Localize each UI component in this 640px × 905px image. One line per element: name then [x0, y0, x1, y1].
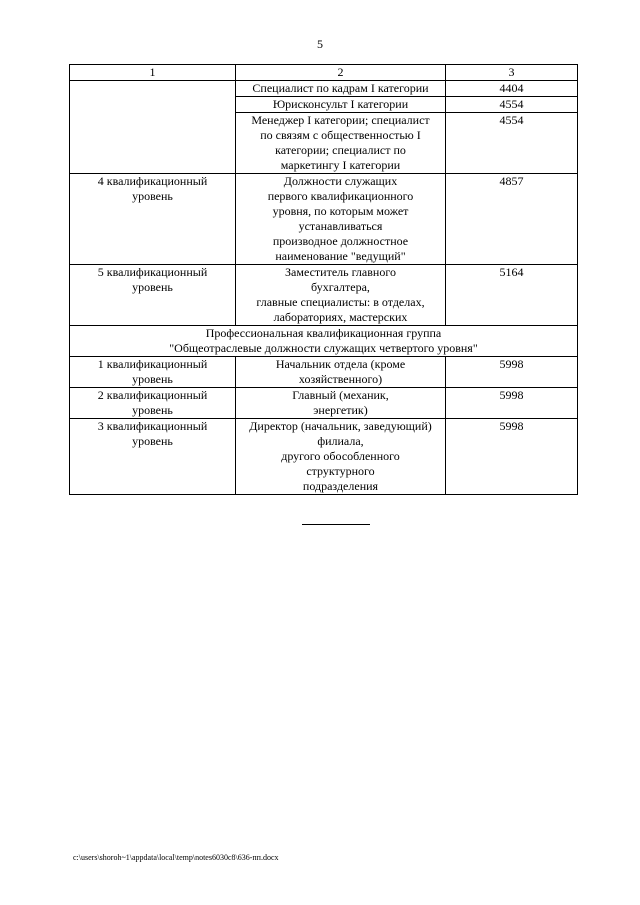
level-cell	[70, 419, 236, 495]
page-number: 5	[317, 37, 323, 51]
table-row	[70, 388, 578, 419]
salary-cell: 5164	[446, 265, 578, 326]
group-header-line: Профессиональная квалификационная группа	[205, 326, 442, 340]
position-line: бухгалтера,	[311, 280, 370, 294]
table-row	[70, 174, 578, 265]
position-line: другого обособленного	[281, 449, 400, 463]
position-line: первого квалификационного	[267, 189, 414, 203]
position-cell	[236, 174, 446, 265]
position-line: маркетингу I категории	[280, 158, 401, 172]
level-cell	[70, 265, 236, 326]
position-line: Главный (механик,	[292, 388, 389, 402]
table-header-row	[70, 65, 578, 81]
table-row	[70, 419, 578, 495]
group-header-line: "Общеотраслевые должности служащих четвертого уровня"	[169, 341, 478, 355]
salary-cell: 5998	[446, 357, 578, 388]
table-row	[70, 265, 578, 326]
level-cell	[70, 174, 236, 265]
end-separator-line	[302, 524, 370, 525]
level-line: 1 квалификационный	[97, 357, 208, 371]
position-line: Начальник отдела (кроме	[275, 357, 406, 371]
position-line: по связям с общественностью I	[260, 128, 421, 142]
table-row	[70, 81, 578, 97]
level-line: 2 квалификационный	[97, 388, 208, 402]
position-line: Должности служащих	[283, 174, 398, 188]
header-cell: 2	[236, 65, 446, 81]
level-line: уровень	[132, 280, 173, 294]
position-line: устанавливаться	[298, 219, 383, 233]
level-line: 5 квалификационный	[97, 265, 208, 279]
footer-file-path: c:\users\shoroh~1\appdata\local\temp\notes6030c8\636-пп.docx	[73, 853, 279, 862]
table-row	[70, 357, 578, 388]
salary-cell: 5998	[446, 388, 578, 419]
position-cell	[236, 388, 446, 419]
position-line: структурного	[306, 464, 375, 478]
position-cell	[236, 419, 446, 495]
level-line: уровень	[132, 403, 173, 417]
group-header-row	[70, 326, 578, 357]
position-line: хозяйственного)	[298, 372, 383, 386]
salary-cell: 5998	[446, 419, 578, 495]
position-line: Директор (начальник, заведующий)	[249, 419, 432, 433]
position-line: Заместитель главного	[285, 265, 396, 279]
position-line: уровня, по которым может	[272, 204, 409, 218]
position-line: наименование "ведущий"	[275, 249, 406, 263]
level-line: уровень	[132, 434, 173, 448]
position-line: подразделения	[302, 479, 379, 493]
salary-cell: 4554	[446, 97, 578, 113]
header-cell: 1	[70, 65, 236, 81]
position-line: Юрисконсульт I категории	[272, 97, 409, 111]
position-line: Специалист по кадрам I категории	[252, 81, 429, 95]
level-cell	[70, 357, 236, 388]
position-line: производное должностное	[272, 234, 409, 248]
salary-cell: 4857	[446, 174, 578, 265]
position-cell	[236, 357, 446, 388]
position-line: Менеджер I категории; специалист	[251, 113, 430, 127]
level-line: 3 квалификационный	[97, 419, 208, 433]
position-cell	[236, 81, 446, 97]
level-line: 4 квалификационный	[97, 174, 208, 188]
salary-table	[69, 64, 578, 495]
level-cell	[70, 388, 236, 419]
position-line: главные специалисты: в отделах,	[256, 295, 425, 309]
position-cell	[236, 97, 446, 113]
position-line: энергетик)	[313, 403, 368, 417]
level-cell	[70, 81, 236, 174]
position-line: категории; специалист по	[275, 143, 406, 157]
position-cell	[236, 113, 446, 174]
level-line: уровень	[132, 189, 173, 203]
position-cell	[236, 265, 446, 326]
group-header-cell	[70, 326, 578, 357]
position-line: филиала,	[317, 434, 364, 448]
salary-cell: 4404	[446, 81, 578, 97]
position-line: лабораториях, мастерских	[273, 310, 408, 324]
header-cell: 3	[446, 65, 578, 81]
salary-cell: 4554	[446, 113, 578, 174]
level-line: уровень	[132, 372, 173, 386]
